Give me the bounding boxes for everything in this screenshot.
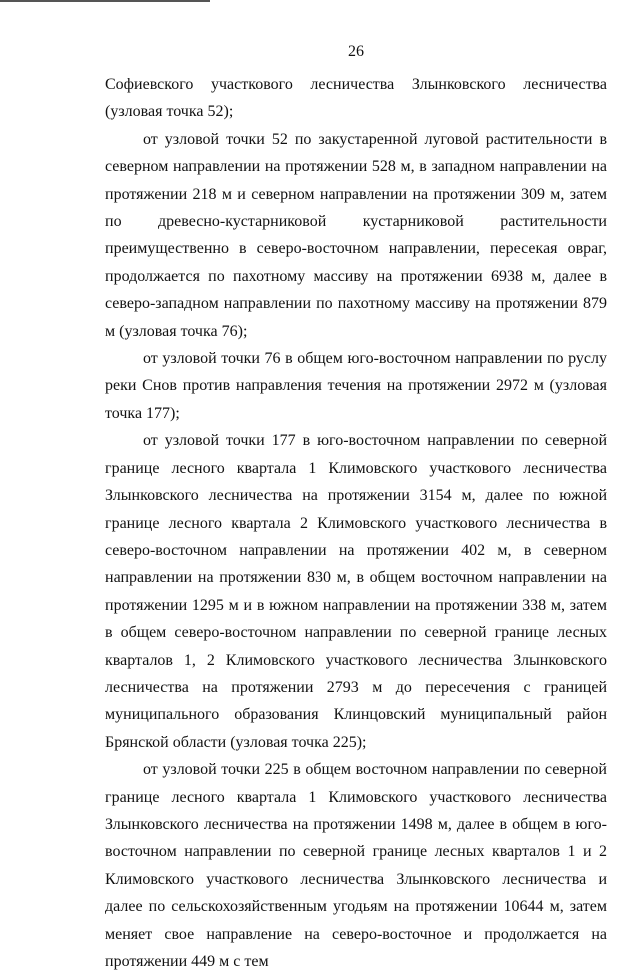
paragraph-node-76: от узловой точки 76 в общем юго-восточном направлении по руслу реки Снов против направления течения на протяжении 2972 м (узловая точка 177);	[105, 350, 607, 422]
document-body	[105, 71, 607, 975]
paragraph-node-52: от узловой точки 52 по закустаренной луговой растительности в северном направлении на протяжении 528 м, в западном направлении на протяжении 218 м и северном направлении на протяжении 309 м, затем по древесно-кустарниковой кустарниковой растительности преимущественно в северо-восточном направлении, пересекая овраг, продолжается по пахотному массиву на протяжении 6938 м, далее в северо-западном направлении по пахотному массиву на протяжении 879 м (узловая точка 76);	[105, 130, 607, 340]
page-number: 26	[348, 43, 364, 60]
top-border-line	[0, 0, 210, 2]
paragraph-continuation: Софиевского участкового лесничества Злынковского лесничества (узловая точка 52);	[105, 76, 607, 121]
paragraph-node-177: от узловой точки 177 в юго-восточном направлении по северной границе лесного квартала 1 Климовского участкового лесничества Злынковского лесничества на протяжении 3154 м, далее по южной границе лесного квартала 2 Климовского участкового лесничества в северо-восточном направлении на протяжении 402 м, в северном направлении на протяжении 830 м, в общем восточном направлении на протяжении 1295 м и в южном направлении на протяжении 338 м, затем в общем северо-восточном направлении по северной границе лесных кварталов 1, 2 Климовского участкового лесничества Злынковского лесничества на протяжении 2793 м до пересечения с границей муниципального образования Клинцовский муниципальный район Брянской области (узловая точка 225);	[105, 432, 607, 751]
paragraph-node-225: от узловой точки 225 в общем восточном направлении по северной границе лесного квартала 1 Климовского участкового лесничества Злынковского лесничества на протяжении 1498 м, далее в общем в юго-восточном направлении по северной границе лесных кварталов 1 и 2 Климовского участкового лесничества Злынковского лесничества и далее по сельскохозяйственным угодьям на протяжении 10644 м, затем меняет свое направление на северо-восточное и продолжается на протяжении 449 м с тем	[105, 761, 607, 970]
